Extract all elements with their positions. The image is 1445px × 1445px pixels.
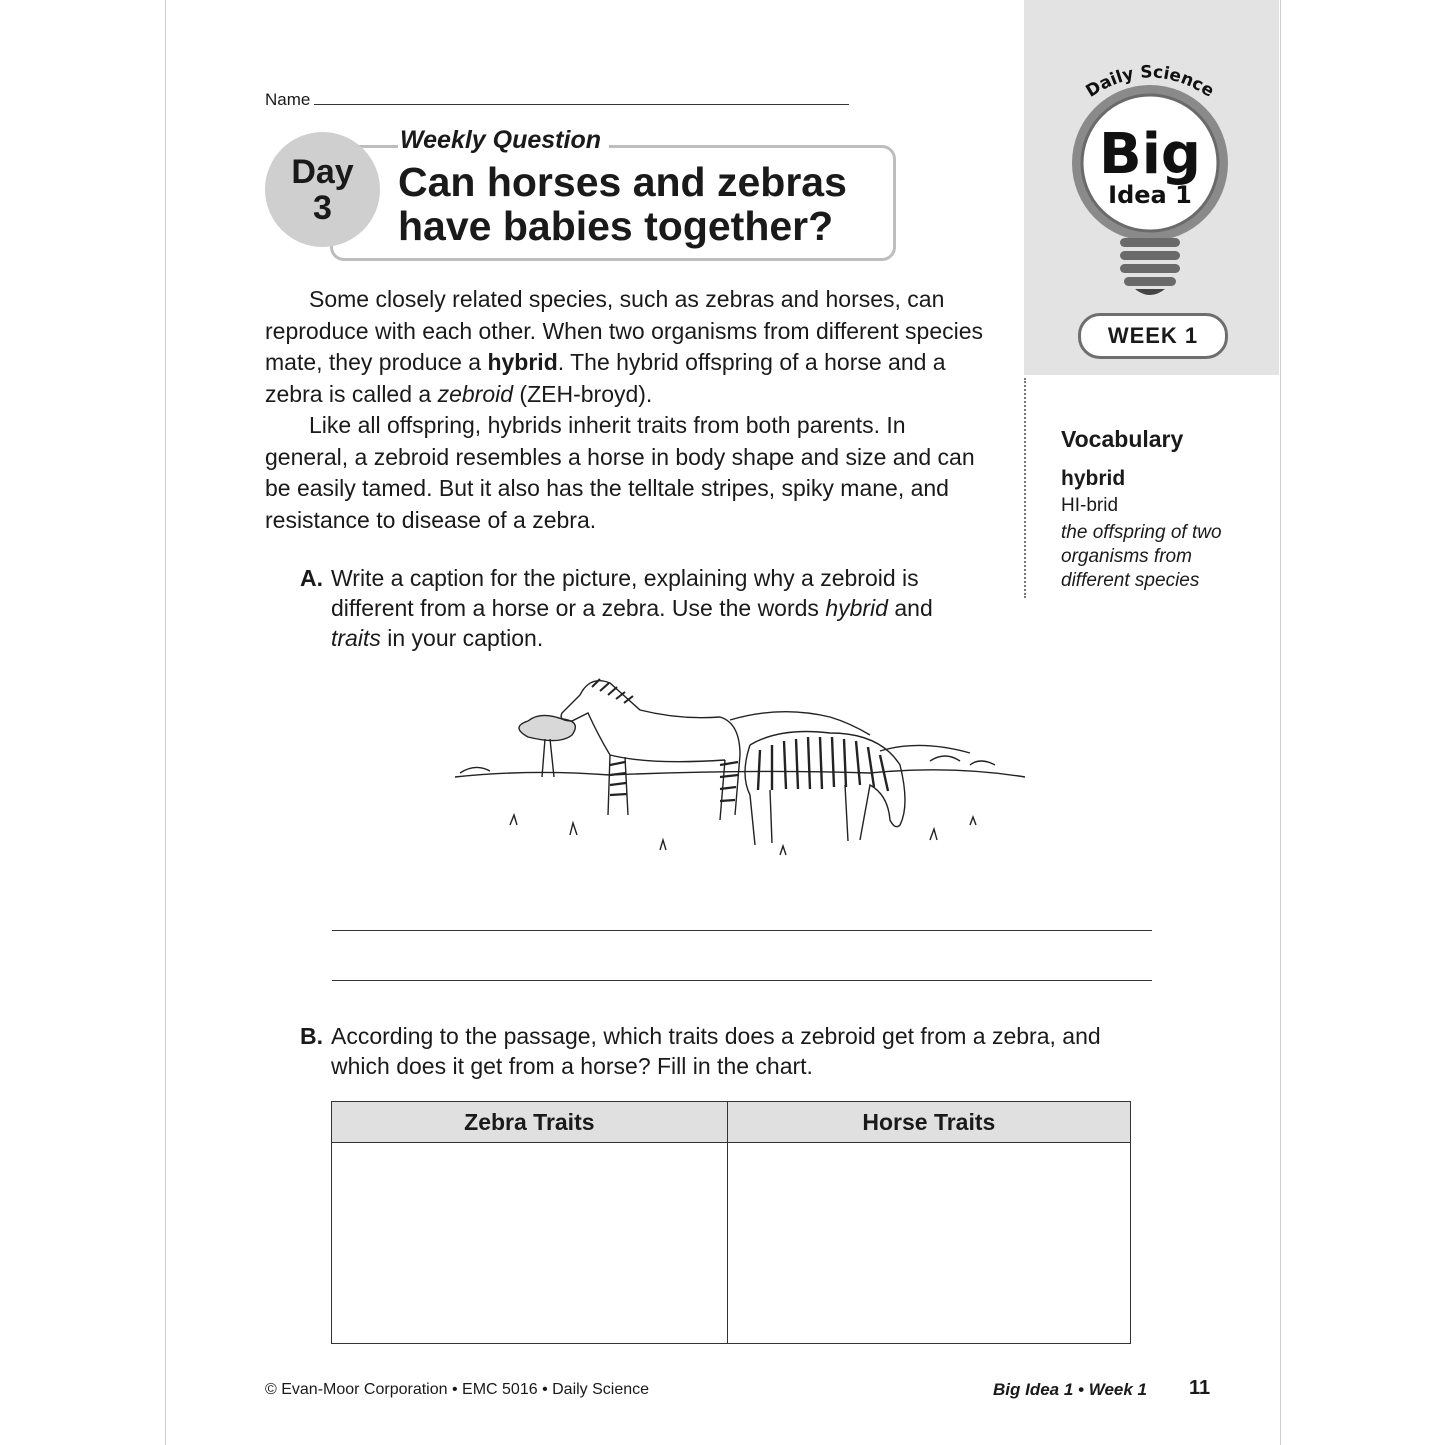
name-field[interactable]: [265, 90, 849, 110]
vocabulary-definition: the offspring of two organisms from different species: [1061, 522, 1222, 591]
dotted-divider: [1024, 378, 1026, 598]
question-b-letter: B.: [300, 1023, 323, 1049]
q-text: in your caption.: [380, 625, 544, 651]
badge-idea-text: Idea 1: [1108, 181, 1192, 209]
question-line-2: have babies together?: [398, 203, 834, 249]
term-italic: zebroid: [437, 380, 514, 407]
question-a-text: [331, 563, 980, 653]
caption-answer-line-1[interactable]: [332, 930, 1152, 931]
horse-traits-cell[interactable]: [727, 1143, 1130, 1344]
week-badge: WEEK 1: [1078, 313, 1228, 359]
badge-series-text: Daily Science: [1082, 62, 1218, 102]
name-underline[interactable]: [314, 90, 849, 105]
reading-passage: [265, 284, 985, 536]
question-b-text: According to the passage, which traits does a zebroid get from a zebra, and which does it get from a horse? Fill in the chart.: [331, 1023, 1101, 1079]
day-number: 3: [313, 189, 332, 227]
vocabulary-heading: Vocabulary: [1061, 426, 1184, 452]
passage-text: (ZEH-broyd).: [513, 380, 653, 407]
q-text: and: [887, 595, 933, 621]
lightbulb-badge-icon: [1050, 55, 1250, 305]
q-text: Write a caption for the picture, explaining why a zebroid is different from a horse or a zebra. Use the words: [331, 565, 919, 621]
q-term: hybrid: [825, 595, 888, 621]
zebroid-illustration: [450, 665, 1030, 880]
question-line-1: Can horses and zebras: [398, 159, 847, 205]
badge-big-text: Big: [1099, 122, 1201, 187]
question-a: [300, 563, 980, 653]
name-label: Name: [265, 90, 311, 109]
passage-paragraph-1: [265, 284, 985, 410]
question-a-letter: A.: [300, 565, 323, 591]
weekly-question-label: Weekly Question: [398, 126, 609, 155]
day-word: Day: [291, 153, 354, 191]
horse-traits-header: Horse Traits: [727, 1102, 1130, 1143]
passage-text: Some closely related species, such as zebras and horses, can reproduce with each other. When two organisms from different species mate, they produce a: [265, 286, 984, 375]
weekly-question-title: [398, 160, 847, 248]
page-number: 11: [1189, 1377, 1211, 1399]
caption-answer-line-2[interactable]: [332, 980, 1152, 981]
vocab-term-bold: hybrid: [487, 349, 558, 375]
question-b: [300, 1021, 1130, 1081]
zebra-traits-cell[interactable]: [332, 1143, 728, 1344]
passage-text: . The hybrid offspring of a horse and a zebra is called a: [265, 349, 946, 407]
vocabulary-pronunciation: HI-brid: [1061, 495, 1119, 516]
vocabulary-word: hybrid: [1061, 467, 1126, 490]
zebra-traits-header: Zebra Traits: [332, 1102, 728, 1143]
day-badge: [265, 132, 380, 247]
footer-section: Big Idea 1 • Week 1: [993, 1380, 1147, 1399]
q-term: traits: [331, 625, 381, 651]
traits-chart: [331, 1101, 1131, 1344]
passage-paragraph-2: Like all offspring, hybrids inherit traits from both parents. In general, a zebroid resembles a horse in body shape and size and can be easily tamed. But it also has the telltale stripes, spiky mane, and resistance to disease of a zebra.: [265, 412, 975, 533]
footer-copyright: © Evan-Moor Corporation • EMC 5016 • Daily Science: [265, 1381, 650, 1398]
